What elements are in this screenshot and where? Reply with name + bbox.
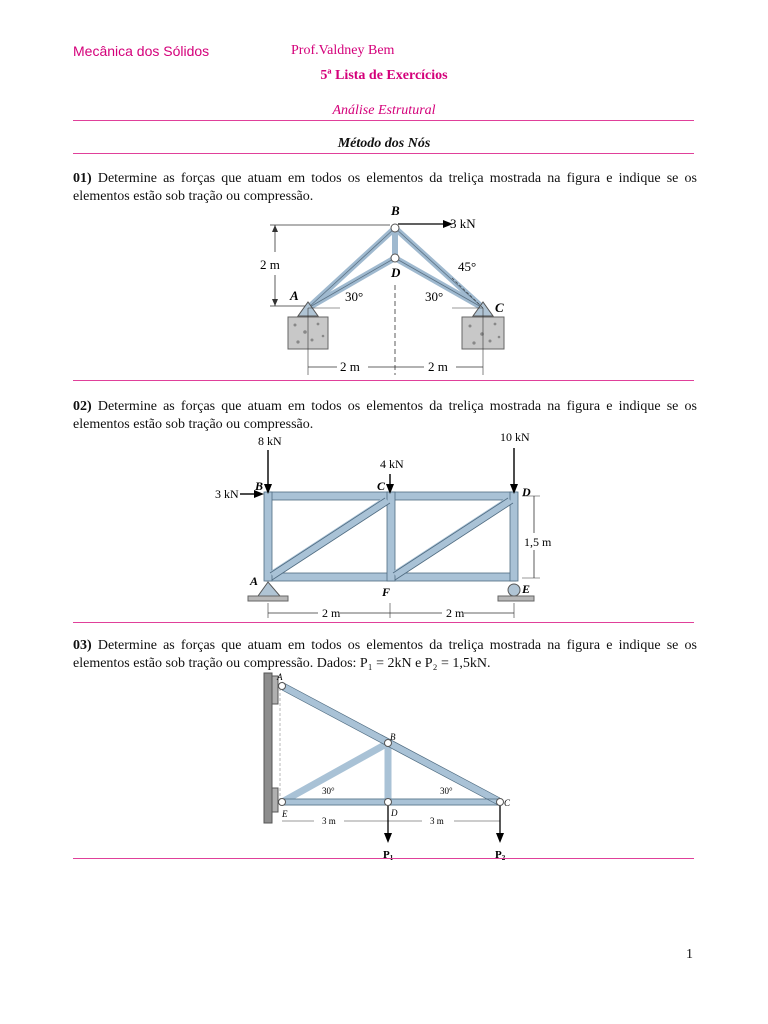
node-label: D <box>391 265 401 280</box>
course-name: Mecânica dos Sólidos <box>73 43 210 59</box>
load-d-label: 10 kN <box>500 430 530 444</box>
span-right-label: 2 m <box>446 606 465 620</box>
node-label: F <box>382 585 391 599</box>
divider <box>73 622 694 623</box>
node-label: C <box>495 300 504 315</box>
load-p2-label: P2 <box>495 849 506 862</box>
height-label: 2 m <box>260 257 280 272</box>
node-label: D <box>391 808 398 818</box>
node-label: A <box>277 672 283 682</box>
truss-figure-3 <box>262 668 522 863</box>
angle-e-label: 30° <box>322 786 335 796</box>
load-c-label: 4 kN <box>380 457 404 471</box>
span-right-label: 3 m <box>430 816 444 826</box>
node-label: B <box>390 732 396 742</box>
node-label: A <box>290 288 299 303</box>
node-label: C <box>504 798 511 808</box>
question-number: 01) <box>73 171 92 186</box>
divider <box>73 380 694 381</box>
section-title: Método dos Nós <box>337 136 431 151</box>
node-label: E <box>282 809 288 819</box>
question-number: 02) <box>73 399 92 414</box>
height-label: 1,5 m <box>524 535 552 549</box>
span-left-label: 2 m <box>322 606 341 620</box>
divider <box>73 153 694 154</box>
topic-title: Análise Estrutural <box>332 103 436 118</box>
load-p1-label: P1 <box>383 849 394 862</box>
divider <box>73 120 694 121</box>
divider <box>73 858 694 859</box>
angle-force-label: 45° <box>458 259 477 274</box>
question-text: Determine as forças que atuam em todos os elementos da treliça mostrada na figura e indique se os elementos estão sob tração ou compressão. <box>73 399 698 432</box>
list-title: 5ª Lista de Exercícios <box>320 68 448 83</box>
node-label: B <box>255 479 264 493</box>
page-number: 1 <box>686 947 693 962</box>
node-label: C <box>377 479 386 493</box>
question-text: Determine as forças que atuam em todos os elementos da treliça mostrada na figura e indique se os elementos estão sob tração ou compressão. <box>73 171 698 204</box>
span-right-label: 2 m <box>428 359 448 374</box>
angle-a-label: 30° <box>345 289 364 304</box>
truss-figure-2 <box>210 428 555 620</box>
node-label: E <box>522 582 531 596</box>
angle-c-label: 30° <box>440 786 453 796</box>
load-b-label: 8 kN <box>258 434 282 448</box>
force-label: 3 kN <box>450 216 476 231</box>
load-h-label: 3 kN <box>215 487 239 501</box>
node-label: A <box>250 574 259 588</box>
span-left-label: 2 m <box>340 359 360 374</box>
truss-figure-1 <box>240 200 530 378</box>
question-text: Determine as forças que atuam em todos os elementos da treliça mostrada na figura e indique se os elementos estão sob tração ou compressão. Dados: P₁ = 2kN e P₂ = 1,5kN. <box>73 638 698 671</box>
node-label: B <box>391 203 400 218</box>
span-left-label: 3 m <box>322 816 336 826</box>
node-label: D <box>522 485 531 499</box>
angle-c-label: 30° <box>425 289 444 304</box>
question-number: 03) <box>73 638 92 653</box>
professor-name: Prof.Valdney Bem <box>291 43 395 58</box>
